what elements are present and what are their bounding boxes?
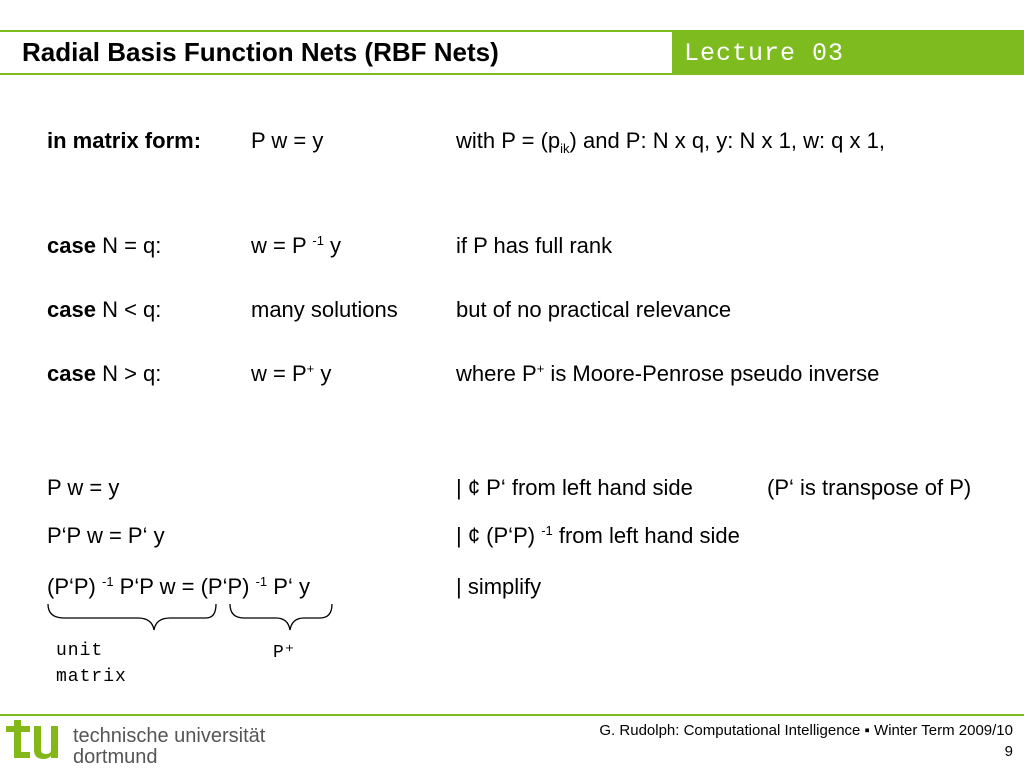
logo-line-1: technische universität [73,725,266,747]
derivation-note-3: | simplify [456,574,542,599]
case-less-label: case N < q: [47,297,162,322]
brace-label-matrix: matrix [56,667,127,687]
derivation-note-1-transpose: (P‘ is transpose of P) [767,475,972,500]
derivation-line-2: P‘P w = P‘ y [47,523,165,548]
matrix-form-equation: P w = y [251,128,324,153]
lecture-label: Lecture 03 [684,39,845,68]
case-less-equation: many solutions [251,297,398,322]
matrix-form-note: with $P = (p_{ik})$ and P: N x q, y: N x 1, w: q x 1, [456,128,885,156]
case-equal-equation: w = P $^{-1}$ y [251,233,342,258]
slide-title: Radial Basis Function Nets (RBF Nets) [22,37,499,67]
case-greater-label: case N > q: [47,361,162,386]
logo-line-2: dortmund [73,746,158,768]
footer-credit: G. Rudolph: Computational Intelligence ▪ Winter Term 2009/10 [599,722,1013,739]
case-equal-label: case N = q: [47,233,162,258]
case-less-note: but of no practical relevance [456,297,732,322]
derivation-note-2: | ¢ (P‘P) $^{-1}$ from left hand side [456,523,740,548]
underbrace-pseudo-inverse [230,604,332,630]
derivation-note-1: | ¢ P‘ from left hand side [456,475,693,500]
footer-rule [0,714,1024,716]
underbrace-unit-matrix [48,604,216,630]
brace-label-p-plus: P⁺ [273,643,296,663]
case-equal-note: if P has full rank [456,233,613,258]
case-greater-equation: w = P+ y [251,361,332,386]
matrix-form-label: in matrix form: [47,128,202,153]
brace-label-unit: unit [56,641,104,661]
underbraces [40,598,340,638]
derivation-line-1: P w = y [47,475,120,500]
derivation-line-3: (P‘P) $^{-1}$ P‘P w = (P‘P) $^{-1}$ P‘ y [47,574,310,599]
header-bottom-rule [0,73,672,75]
case-greater-note: where P+ is Moore-Penrose pseudo inverse [456,361,880,386]
page-number: 9 [1004,743,1013,760]
header-top-rule [0,30,672,32]
tu-logo-icon [4,718,66,766]
